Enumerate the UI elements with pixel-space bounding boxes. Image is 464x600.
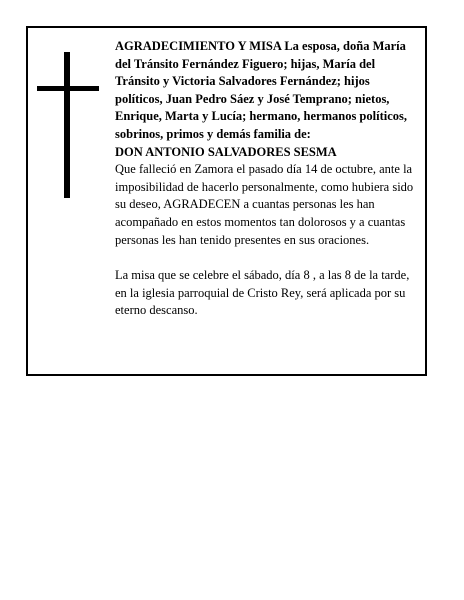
deceased-name: DON ANTONIO SALVADORES SESMA [115,144,337,159]
latin-cross-icon [37,52,99,198]
notice-text-block [115,38,420,320]
notice-heading: AGRADECIMIENTO Y MISA La esposa, doña María del Tránsito Fernández Figuero; hijas, María del Tránsito y Victoria Salvadores Fernández; hijos políticos, Juan Pedro Sáez y José Temprano; nietos, Enrique, Marta y Lucía; hermano, hermanos políticos, sobrinos, primos y demás familia de: [115,39,408,141]
cross-vertical-bar [64,52,70,198]
mass-paragraph: La misa que se celebre el sábado, día 8 , a las 8 de la tarde, en la iglesia parroquial de Cristo Rey, será aplicada por su eterno descanso. [115,268,410,318]
thanks-paragraph: Que falleció en Zamora el pasado día 14 de octubre, ante la imposibilidad de hacerlo personalmente, como hubiera sido su deseo, AGRADECEN a cuantas personas les han acompañado en estos momentos tan dolorosos y a cuantas personas les han tenido presentes en sus oraciones. [115,162,414,247]
cross-horizontal-bar [37,86,99,91]
